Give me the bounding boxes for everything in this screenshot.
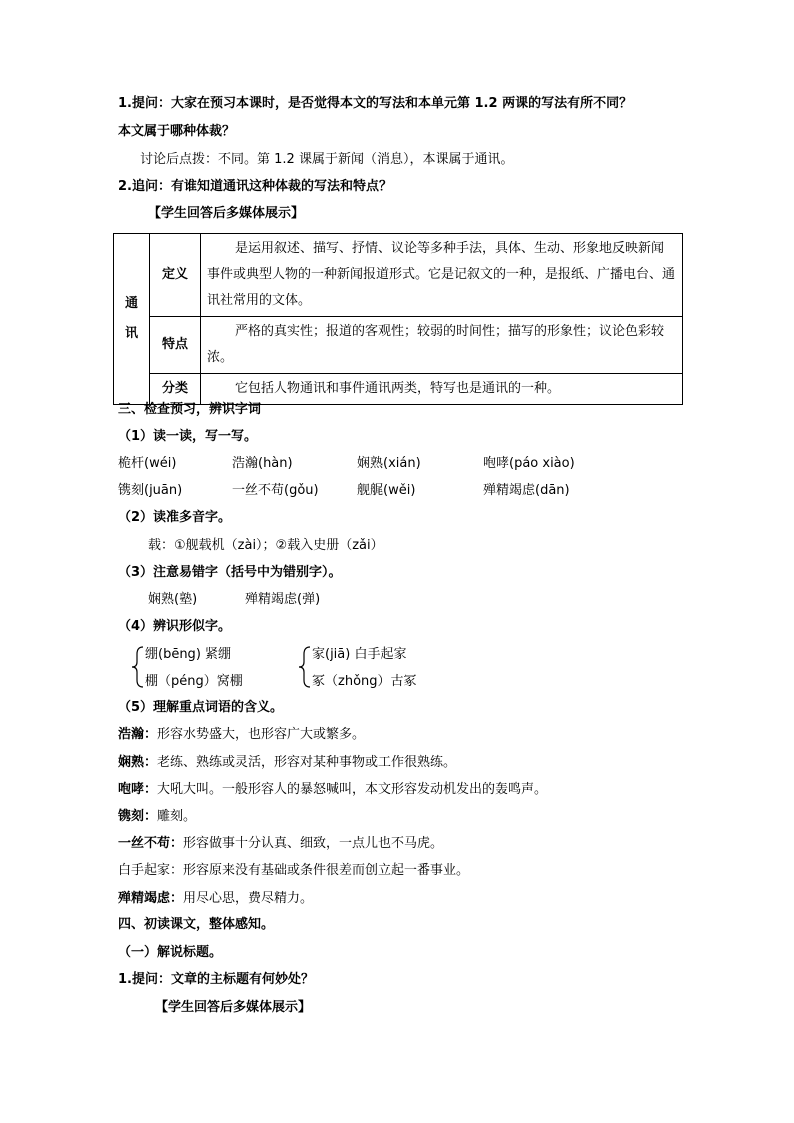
word-item: 镌刻(juān): [118, 483, 183, 498]
row-head-features: 特点: [150, 317, 201, 374]
similar-char-right-2: 冢（zhǒng）古冢: [312, 674, 417, 689]
question-2: 2.追问：有谁知道通讯这种体裁的写法和特点？: [118, 179, 392, 194]
main-char-2: 讯: [124, 326, 138, 341]
question-1-answer: 讨论后点拨：不同。第 1.2 课属于新闻（消息），本课属于通讯。: [140, 152, 514, 167]
word-item: 咆哮(páo xiào): [483, 456, 575, 471]
right-brace-icon: [298, 646, 312, 688]
typo-word: 殚精竭虑(弹): [245, 592, 321, 607]
word-item: 殚精竭虑(dān): [483, 483, 570, 498]
typo-word: 娴熟(塾): [148, 592, 198, 607]
polyphone-line: 载：①舰载机（zài）；②载入史册（zǎi）: [148, 538, 384, 553]
media-display-note: 【学生回答后多媒体展示】: [148, 206, 305, 221]
similar-chars-title: （4）辨识形似字。: [118, 619, 232, 634]
word-item: 浩瀚(hàn): [232, 456, 293, 471]
main-char-1: 通: [124, 296, 138, 311]
similar-char-left-2: 棚（péng）窝棚: [145, 674, 243, 689]
row-head-definition: 定义: [150, 234, 201, 317]
meaning-item: 咆哮：大吼大叫。一般形容人的暴怒喊叫，本文形容发动机发出的轰鸣声。: [118, 782, 548, 797]
meaning-item: 一丝不苟：形容做事十分认真、细致，一点儿也不马虎。: [118, 836, 444, 851]
question-1-line-2: 本文属于哪种体裁？: [118, 124, 236, 139]
row-text-definition: 是运用叙述、描写、抒情、议论等多种手法，具体、生动、形象地反映新闻事件或典型人物的一种新闻报道形式。它是记叙文的一种，是报纸、广播电台、通讯社常用的文体。: [201, 234, 683, 317]
meaning-item: 白手起家：形容原来没有基础或条件很差而创立起一番事业。: [118, 863, 470, 878]
section-4-media-note: 【学生回答后多媒体展示】: [155, 1000, 312, 1015]
similar-char-left-1: 绷(bēng) 紧绷: [145, 647, 232, 662]
polyphone-title: （2）读准多音字。: [118, 510, 232, 525]
left-brace-icon: [131, 646, 145, 688]
meaning-title: （5）理解重点词语的含义。: [118, 700, 284, 715]
word-item: 桅杆(wéi): [118, 456, 177, 471]
meaning-item: 镌刻：雕刻。: [118, 809, 197, 824]
word-item: 娴熟(xián): [357, 456, 421, 471]
question-1-line-1: 1.提问：大家在预习本课时，是否觉得本文的写法和本单元第 1.2 两课的写法有所不同？: [118, 96, 633, 111]
word-item: 舰艉(wěi): [357, 483, 416, 498]
section-4-subtitle: （一）解说标题。: [118, 945, 223, 960]
meaning-item: 殚精竭虑：用尽心思，费尽精力。: [118, 891, 314, 906]
meaning-item: 浩瀚：形容水势盛大，也形容广大或繁多。: [118, 727, 366, 742]
section-3-title: 三、检查预习，辨识字词: [118, 402, 262, 417]
tongxun-table: [113, 233, 683, 405]
section-4-title: 四、初读课文，整体感知。: [118, 917, 275, 932]
meaning-item: 娴熟：老练、熟练或灵活，形容对某种事物或工作很熟练。: [118, 755, 457, 770]
row-text-category: 它包括人物通讯和事件通讯两类，特写也是通讯的一种。: [201, 374, 683, 405]
row-head-category: 分类: [150, 374, 201, 405]
similar-char-right-1: 家(jiā) 白手起家: [312, 647, 407, 662]
read-write-title: （1）读一读，写一写。: [118, 429, 258, 444]
typo-title: （3）注意易错字（括号中为错别字）。: [118, 565, 342, 580]
table-main-heading: [114, 234, 150, 405]
row-text-features: 严格的真实性；报道的客观性；较弱的时间性；描写的形象性；议论色彩较浓。: [201, 317, 683, 374]
word-item: 一丝不苟(gǒu): [232, 483, 319, 498]
section-4-question: 1.提问：文章的主标题有何妙处？: [118, 972, 314, 987]
